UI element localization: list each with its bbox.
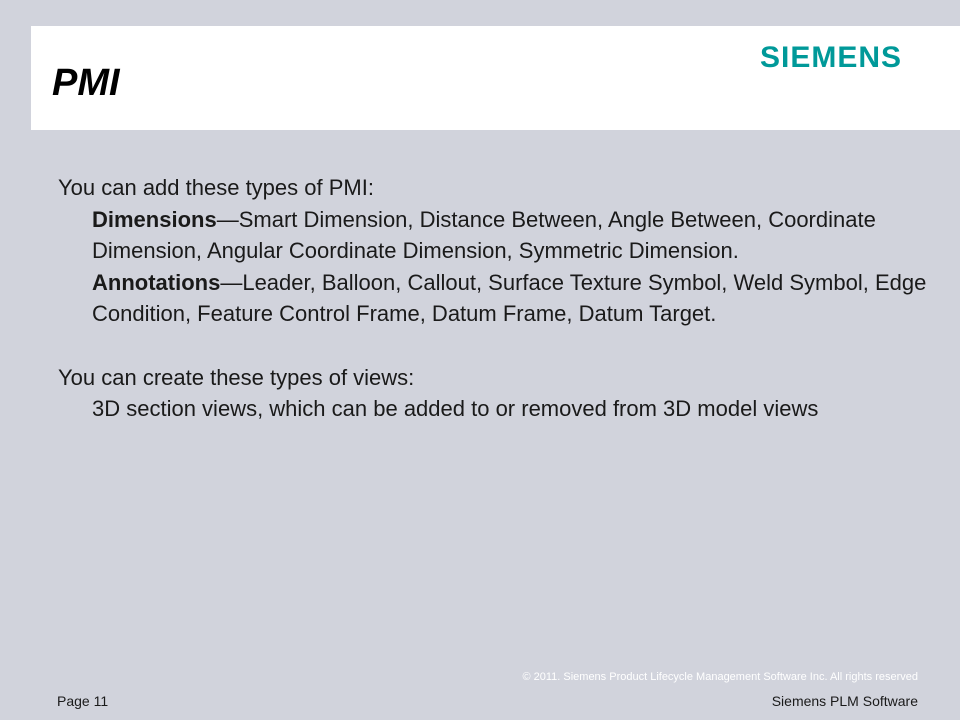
- pmi-intro-text: You can add these types of PMI:: [58, 175, 374, 200]
- footer-copyright: © 2011. Siemens Product Lifecycle Management Software Inc. All rights reserved: [522, 671, 918, 683]
- slide-title: PMI: [52, 62, 120, 104]
- pmi-item-annotations: [58, 267, 938, 330]
- views-item: 3D section views, which can be added to or removed from 3D model views: [92, 396, 819, 421]
- siemens-logo: SIEMENS: [760, 41, 903, 74]
- slide-body: [58, 172, 938, 425]
- views-intro-text: You can create these types of views:: [58, 364, 415, 390]
- pmi-item-term: Dimensions: [92, 206, 217, 232]
- footer-page-number: Page 11: [57, 693, 109, 709]
- pmi-item-description: —Leader, Balloon, Callout, Surface Texture Symbol, Weld Symbol, Edge Condition, Feature Control Frame, Datum Frame, Datum Target.: [92, 269, 927, 326]
- pmi-item-dimensions: [58, 204, 938, 267]
- pmi-item-term: Annotations: [92, 269, 221, 295]
- footer-company-name: Siemens PLM Software: [771, 693, 918, 709]
- section-spacer: [58, 330, 938, 362]
- pmi-item-description: —Smart Dimension, Distance Between, Angle Between, Coordinate Dimension, Angular Coordinate Dimension, Symmetric Dimension.: [92, 206, 876, 263]
